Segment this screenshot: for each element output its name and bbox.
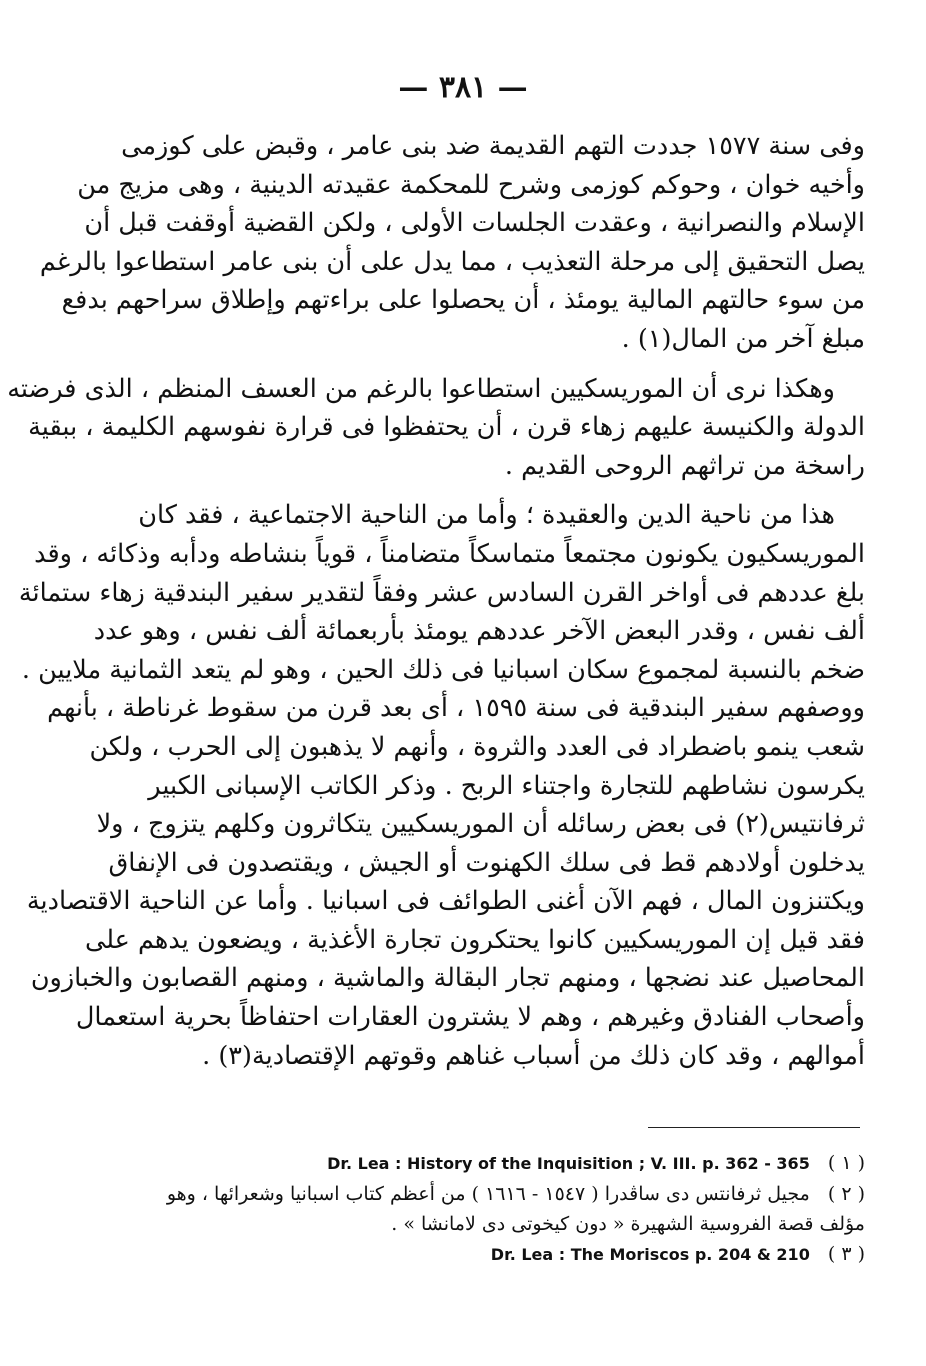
text-line: الإسلام والنصرانية ، وعقدت الجلسات الأولى ، ولكن القضية أوقفت قبل أن [84,208,865,239]
paragraph-1 [39,127,865,359]
text-line: أموالهم ، وقد كان ذلك من أسباب غناهم وقوتهم الإقتصادية(٣) . [202,1040,865,1071]
text-line: وهكذا نرى أن الموريسكيين استطاعوا بالرغم من العسف المنظم ، الذى فرضته [7,373,835,404]
footnote-text: مجيل ثرفانتس دى ساڤدرا ( ١٥٤٧ - ١٦١٦ ) من أعظم كتاب اسبانيا وشعرائها ، وهو [166,1183,810,1205]
text-line: الموريسكيون يكونون مجتمعاً متماسكاً متضامناً ، قوياً بنشاطه ودأبه وذكائه ، وقد [34,538,865,569]
text-line: شعب ينمو باضطراد فى العدد والثروة ، وأنهم لا يذهبون إلى الحرب ، ولكن [89,731,865,762]
footnote-divider [648,1127,860,1128]
footnote-2 [150,1179,865,1209]
footnote-number: ( ٢ ) [827,1183,865,1205]
text-line: يكرسون نشاطهم للتجارة واجتناء الربح . وذكر الكاتب الإسبانى الكبير [148,770,865,801]
text-line: ثرفانتيس(٢) فى بعض رسائله أن الموريسكيين يتكاثرون وكلهم يتزوج ، ولا [96,809,865,840]
text-line: ضخم بالنسبة لمجموع سكان اسبانيا فى ذلك الحين ، وهو لم يتعد الثمانية ملايين . [21,654,865,685]
text-line: المحاصيل عند نضجها ، ومنهم تجار البقالة والماشية ، ومنهم القصابون والخبازون [30,963,865,994]
footnote-text: Dr. Lea : History of the Inquisition ; V. III. p. 362 - 365 [327,1154,810,1173]
footnote-number: ( ١ ) [827,1152,865,1174]
footnote-3 [150,1239,865,1270]
text-line: وأخيه خوان ، وحوكم كوزمى وشرح للمحكمة عقيدته الدينية ، وهى مزيج من [77,169,865,200]
text-line: يدخلون أولادهم قط فى سلك الكهنوت أو الجيش ، ويقتصدون فى الإنفاق [108,847,865,878]
text-line: وفى سنة ١٥٧٧ جددت التهم القديمة ضد بنى عامر ، وقبض على كوزمى [121,131,865,161]
text-line: مبلغ آخر من المال(١) . [621,323,865,354]
footnote-text: Dr. Lea : The Moriscos p. 204 & 210 [490,1245,810,1264]
text-line: ألف نفس ، وقدر البعض الآخر عددهم يومئذ بأربعمائة ألف نفس ، وهو عدد [93,616,865,647]
page-number: — ٣٨١ — [398,70,528,105]
text-line: وأصحاب الفنادق وغيرهم ، وهم لا يشترون العقارات احتفاظاً بحرية استعمال [75,1002,865,1033]
footnotes [150,1148,865,1270]
text-line: من سوء حالتهم المالية يومئذ ، أن يحصلوا على براءتهم وإطلاق سراحهم بدفع [61,285,865,316]
footnote-text: مؤلف قصة الفروسية الشهيرة « دون كيخوتى دى لامانشا » . [391,1213,865,1235]
text-line: هذا من ناحية الدين والعقيدة ؛ وأما من الناحية الاجتماعية ، فقد كان [138,500,835,531]
text-line: ووصفهم سفير البندقية فى سنة ١٥٩٥ ، أى بعد قرن من سقوط غرناطة ، بأنهم [47,693,865,724]
footnote-2-continuation [150,1209,865,1239]
text-line: الدولة والكنيسة عليهم زهاء قرن ، أن يحتفظوا فى قرارة نفوسهم الكليمة ، ببقية [28,412,865,443]
footnote-1 [150,1148,865,1179]
text-line: فقد قيل إن الموريسكيين كانوا يحتكرون تجارة الأغذية ، ويضعون يدهم على [84,924,865,955]
footnote-number: ( ٣ ) [827,1243,865,1265]
text-line: بلغ عددهم فى أواخر القرن السادس عشر وفقاً لتقدير سفير البندقية زهاء ستمائة [18,577,865,608]
paragraph-2 [7,370,865,486]
text-line: ويكتنزون المال ، فهم الآن أغنى الطوائف فى اسبانيا . وأما عن الناحية الاقتصادية [26,886,865,917]
text-line: يصل التحقيق إلى مرحلة التعذيب ، مما يدل على أن بنى عامر استطاعوا بالرغم [39,246,865,277]
body-text [7,127,865,1086]
text-line: راسخة من تراثهم الروحى القديم . [504,450,865,481]
paragraph-3 [18,496,865,1075]
